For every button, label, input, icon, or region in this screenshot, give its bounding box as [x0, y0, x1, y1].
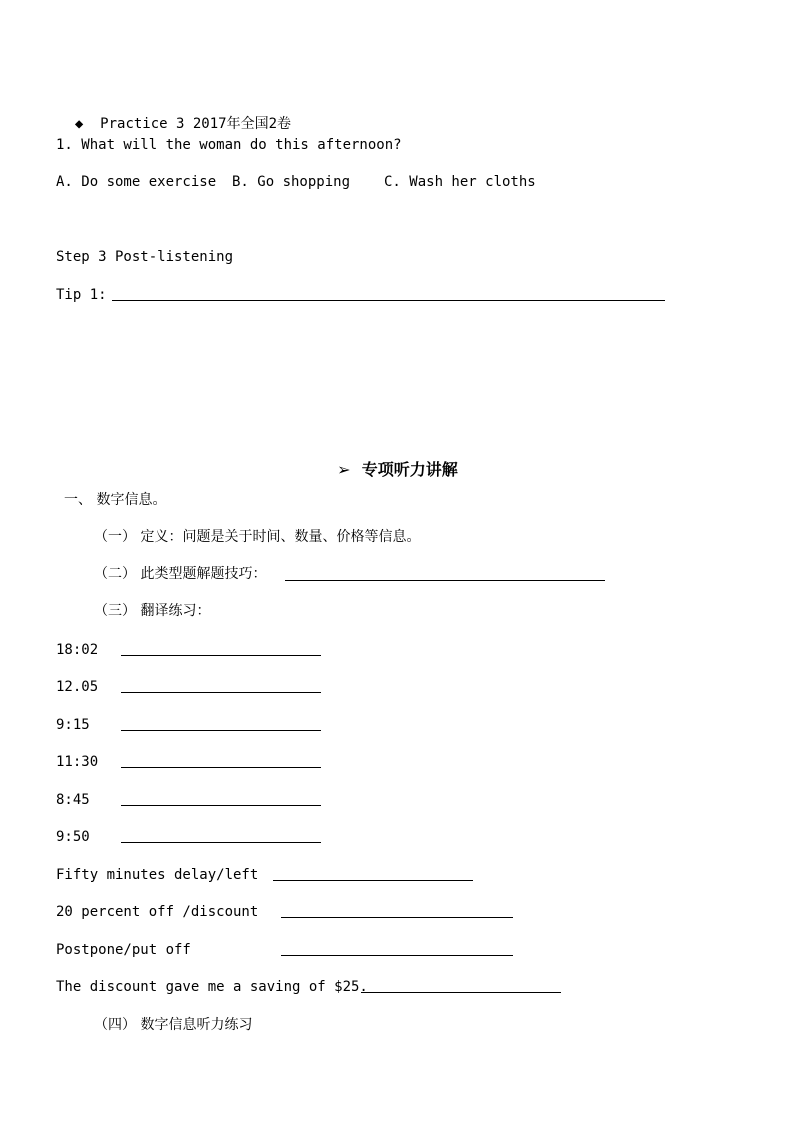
- tip-1-blank[interactable]: [112, 300, 665, 301]
- translation-item-label: 18:02: [56, 642, 99, 658]
- translation-item-blank[interactable]: [121, 842, 321, 843]
- sub-2-blank[interactable]: [285, 580, 605, 581]
- translation-item-label: The discount gave me a saving of $25.: [56, 979, 368, 995]
- diamond-bullet-icon: ◆: [74, 116, 84, 132]
- translation-item-label: Postpone/put off: [56, 942, 191, 958]
- translation-item-label: 11:30: [56, 754, 99, 770]
- translation-item-blank[interactable]: [121, 805, 321, 806]
- translation-item-label: 9:50: [56, 829, 90, 845]
- part-1-heading: 一、 数字信息。: [64, 492, 167, 508]
- arrow-bullet-icon: ➢: [337, 460, 351, 479]
- translation-item-blank[interactable]: [273, 880, 473, 881]
- translation-item-label: Fifty minutes delay/left: [56, 867, 259, 883]
- translation-item-label: 9:15: [56, 717, 90, 733]
- sub-2-tips: （二） 此类型题解题技巧：: [94, 566, 267, 582]
- translation-item-blank[interactable]: [121, 655, 321, 656]
- practice-heading: Practice 3 2017年全国2卷: [100, 116, 292, 132]
- translation-item-blank[interactable]: [361, 992, 561, 993]
- translation-item-blank[interactable]: [121, 692, 321, 693]
- translation-item-blank[interactable]: [281, 917, 513, 918]
- sub-3-translation: （三） 翻译练习：: [94, 603, 211, 619]
- option-a: A. Do some exercise: [56, 174, 217, 190]
- translation-item-label: 12.05: [56, 679, 99, 695]
- sub-4-listening-practice: （四） 数字信息听力练习: [94, 1017, 253, 1033]
- question-1: 1. What will the woman do this afternoon?: [56, 137, 402, 153]
- translation-item-label: 20 percent off /discount: [56, 904, 259, 920]
- section-title: 专项听力讲解: [361, 460, 458, 479]
- option-b: B. Go shopping: [232, 174, 351, 190]
- section-title-line: [326, 443, 458, 479]
- translation-item-label: 8:45: [56, 792, 90, 808]
- tip-1-label: Tip 1:: [56, 287, 107, 303]
- step-3-heading: Step 3 Post-listening: [56, 249, 234, 265]
- practice-heading-line: [58, 97, 291, 133]
- sub-1-definition: （一） 定义：问题是关于时间、数量、价格等信息。: [94, 529, 421, 545]
- option-c: C. Wash her cloths: [384, 174, 536, 190]
- translation-item-blank[interactable]: [121, 730, 321, 731]
- translation-item-blank[interactable]: [121, 767, 321, 768]
- translation-item-blank[interactable]: [281, 955, 513, 956]
